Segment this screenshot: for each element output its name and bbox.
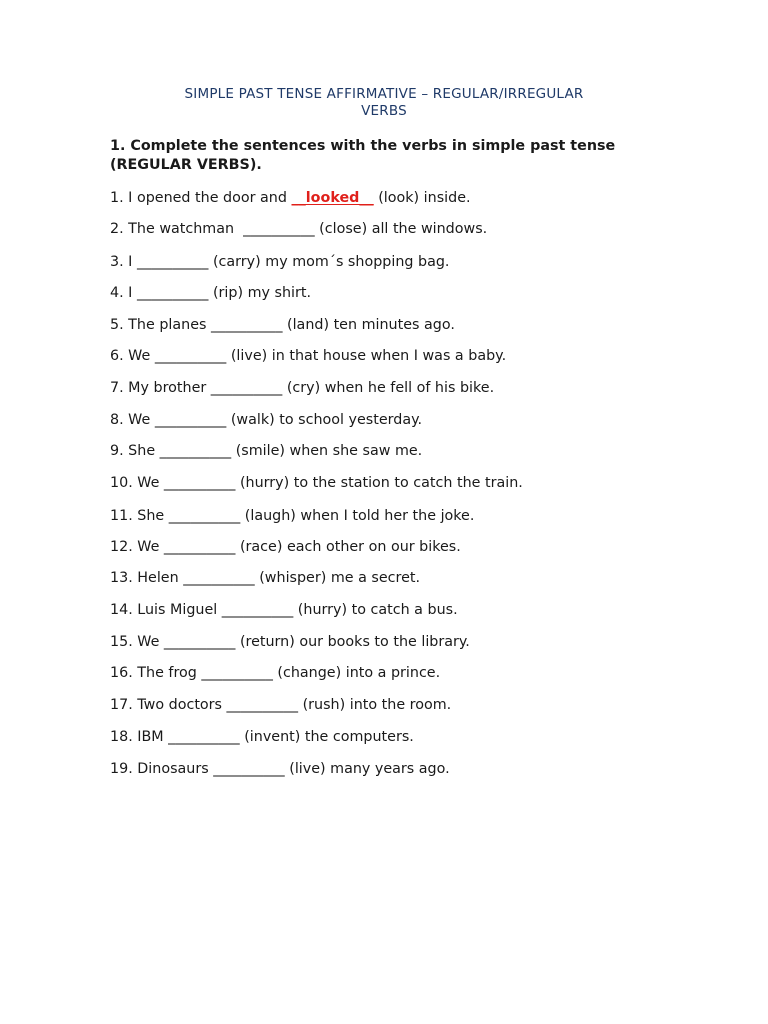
exercise-instruction	[110, 137, 670, 175]
title-line-1: SIMPLE PAST TENSE AFFIRMATIVE – REGULAR/IRREGULAR	[184, 86, 584, 102]
exercise-item: 14. Luis Miguel __________ (hurry) to catch a bus.	[110, 602, 458, 618]
example-after: (look) inside.	[373, 190, 471, 206]
instruction-line-1: 1. Complete the sentences with the verbs in simple past tense	[110, 138, 616, 154]
exercise-item: 15. We __________ (return) our books to the library.	[110, 634, 470, 650]
exercise-item: 17. Two doctors __________ (rush) into the room.	[110, 697, 452, 713]
exercise-item: 2. The watchman __________ (close) all the windows.	[110, 221, 488, 237]
exercise-item: 10. We __________ (hurry) to the station to catch the train.	[110, 475, 523, 491]
exercise-item: 5. The planes __________ (land) ten minutes ago.	[110, 317, 455, 333]
exercise-item: 4. I __________ (rip) my shirt.	[110, 285, 312, 301]
exercise-item: 18. IBM __________ (invent) the computers.	[110, 729, 414, 745]
exercise-item: 6. We __________ (live) in that house when I was a baby.	[110, 348, 507, 364]
title-line-2: VERBS	[361, 103, 407, 119]
exercise-item: 13. Helen __________ (whisper) me a secret.	[110, 570, 421, 586]
example-sentence	[110, 189, 471, 207]
example-before: 1. I opened the door and	[110, 190, 292, 206]
exercise-item: 11. She __________ (laugh) when I told her the joke.	[110, 508, 475, 524]
worksheet-title	[110, 86, 658, 120]
exercise-item: 19. Dinosaurs __________ (live) many years ago.	[110, 761, 450, 777]
exercise-item: 16. The frog __________ (change) into a prince.	[110, 665, 441, 681]
exercise-item: 8. We __________ (walk) to school yesterday.	[110, 412, 423, 428]
exercise-item: 3. I __________ (carry) my mom´s shopping bag.	[110, 254, 450, 270]
instruction-line-2: (REGULAR VERBS).	[110, 157, 262, 173]
exercise-item: 12. We __________ (race) each other on our bikes.	[110, 539, 461, 555]
exercise-item: 9. She __________ (smile) when she saw me.	[110, 443, 423, 459]
example-answer: __looked__	[291, 190, 374, 206]
exercise-item: 7. My brother __________ (cry) when he fell of his bike.	[110, 380, 495, 396]
